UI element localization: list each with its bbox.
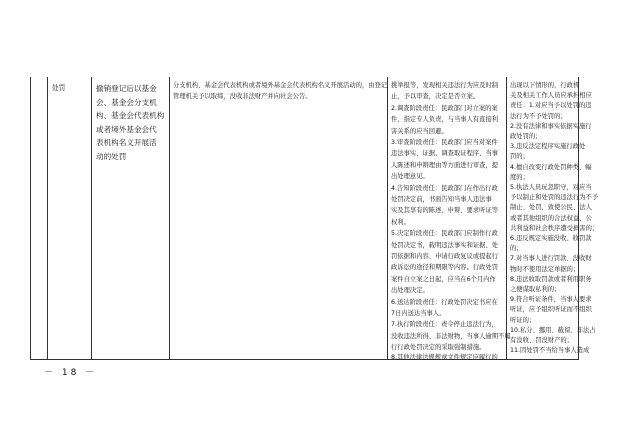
procedure-line: 行行政处罚决定的采取强制措施。 <box>391 344 486 352</box>
index-cell <box>30 77 48 360</box>
item-line: 撤销登记后以基金 <box>96 84 157 93</box>
procedure-line: 罚依据和内容、申请行政复议或提起行 <box>391 253 499 260</box>
page-number: － 18 － <box>44 368 98 378</box>
accountability-line: 罚的； <box>510 153 529 161</box>
procedure-line: 3.审查阶段责任：民政部门应当对案件 <box>391 139 498 146</box>
accountability-line: 予以制止和处罚的违法行为不予 <box>510 194 599 202</box>
item-name-cell <box>92 77 170 360</box>
accountability-line: 政处罚的； <box>510 133 542 140</box>
basis-line: 管理机关予以取缔，没收非法财产并向社会公告。 <box>173 93 312 101</box>
accountability-line: 有没收、罚没财产的； <box>510 337 573 344</box>
accountability-line: 共利益和社会秩序遭受损害的； <box>510 224 599 232</box>
accountability-line: 物时不使用法定单据的； <box>510 265 580 273</box>
procedure-line: 7日内送达当事人。 <box>391 310 446 317</box>
accountability-line: 2.没有法律和事实依据实施行 <box>510 122 592 130</box>
procedure-line: 处罚决定书，载明违法事实和证据、处 <box>391 241 499 249</box>
procedure-line: 止，予以审查，决定是否立案。 <box>391 93 480 101</box>
accountability-line: 听证的； <box>510 316 536 324</box>
accountability-line: 的； <box>510 245 523 253</box>
accountability-line: 法行为不予处罚的； <box>510 112 567 120</box>
procedure-line: 件，指定专人负责，与当事人有直接利 <box>391 116 499 124</box>
procedure-line: 4.告知阶段责任：民政部门在作出行政 <box>391 184 498 192</box>
procedure-cell <box>388 77 511 362</box>
procedure-line: 7.执行阶段责任：责令停止违法行为， <box>391 321 498 329</box>
procedure-line: 出处理决定。 <box>391 287 429 295</box>
table-row <box>30 77 599 362</box>
procedure-line: 5.决定阶段责任：民政部门应制作行政 <box>391 230 498 238</box>
item-line: 会、基金会分支机 <box>96 97 157 107</box>
procedure-line: 权利。 <box>391 218 410 226</box>
accountability-line: 3.违反法定程序实施行政处 <box>510 143 586 151</box>
category-text: 处罚 <box>52 84 66 92</box>
procedure-line: 出处理意见。 <box>391 173 429 181</box>
item-line: 动的处罚 <box>96 152 127 161</box>
accountability-line: 出现以下情形的，行政机 <box>510 82 580 89</box>
accountability-line: 5.执法人员玩忽职守，对应当 <box>510 184 592 191</box>
accountability-line: 9.符合听证条件，当事人要求 <box>510 296 592 304</box>
procedure-line: 挑举报等，发现相关违法行为应及时制 <box>391 82 499 89</box>
accountability-line: 或者其他组织的合法权益、公 <box>510 214 592 222</box>
procedure-line: 处罚决定前，书面告知当事人违法事 <box>391 196 492 203</box>
accountability-line: 关及相关工作人员应承担相应 <box>510 92 592 100</box>
procedure-line: 8.其他法律法规规章文件规定应履行的 <box>391 354 498 362</box>
legal-basis-cell <box>170 77 388 360</box>
accountability-line: 8.违法收取罚款或者利用职务 <box>510 275 592 283</box>
procedure-line: 实及其享有的陈述、申辩、要求听证等 <box>391 207 499 215</box>
procedure-line: 案件自立案之日起，应当在6个月内作 <box>391 275 496 283</box>
procedure-line: 害关系的应当回避。 <box>391 127 448 135</box>
category-cell <box>48 77 92 360</box>
accountability-line: 责任：1.对应当予以处罚的违 <box>510 102 592 110</box>
item-line: 或者境外基金会代 <box>96 124 157 134</box>
procedure-line: 违法事实、证据、调查取证程序、当事 <box>391 150 499 158</box>
accountability-line: 4.擅自改变行政处罚种类、幅 <box>510 163 592 171</box>
procedure-line: 6.送达阶段责任：行政处罚决定书应在 <box>391 298 498 306</box>
item-line: 构、基金会代表机构 <box>96 111 165 121</box>
procedure-line: 政诉讼的途径和期限等内容。行政处罚 <box>391 264 499 272</box>
procedure-line: 人陈述和申辩理由等方面进行审查，提 <box>391 161 499 169</box>
item-line: 表机构名义开展活 <box>96 138 157 148</box>
accountability-cell <box>507 77 599 360</box>
accountability-line: 听证，应予组织听证而不组织 <box>510 306 592 314</box>
accountability-line: 11.因处罚不当给当事人造成 <box>510 347 590 355</box>
procedure-line: 2.调查阶段责任：民政部门对立案的案 <box>391 104 498 112</box>
accountability-line: 度的； <box>510 173 529 181</box>
accountability-line: 制止、处罚，致使公民、法人 <box>510 204 592 212</box>
accountability-line: 10.私分、挪用、截留、非法占 <box>510 326 596 334</box>
accountability-line: 7.对当事人进行罚款、没收财 <box>510 255 592 263</box>
accountability-line: 6.违反规定实施没收、收罚款 <box>510 235 592 242</box>
procedure-line: 没收违法所得、非法财物，当事人逾期不履 <box>391 332 511 340</box>
basis-line: 分支机构、基金会代表机构或者境外基金会代表机构名义开展活动的，由登记 <box>173 82 388 89</box>
accountability-line: 之便谋取私利的； <box>510 286 561 293</box>
